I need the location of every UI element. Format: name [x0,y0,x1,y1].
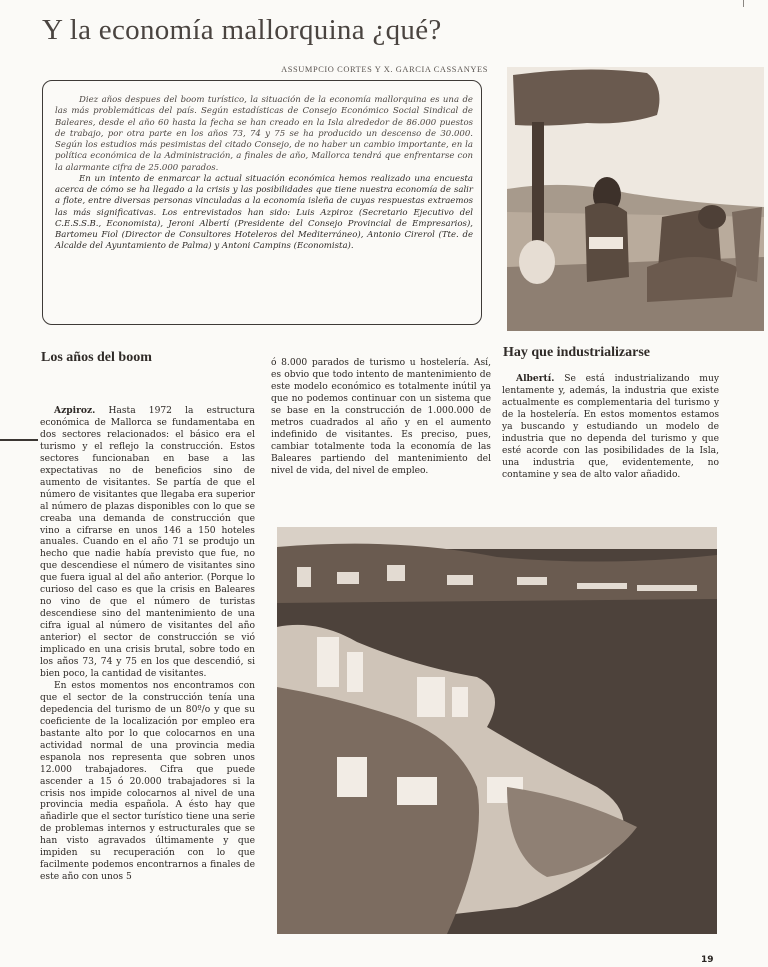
speaker-azpiroz: Azpiroz. [54,405,96,416]
coastline-photo-image [277,527,717,934]
section-heading-industry: Hay que industrializarse [503,345,651,360]
section-heading-boom: Los años del boom [41,350,152,365]
article-byline: ASSUMPCIO CORTES Y X. GARCIA CASSANYES [281,65,488,74]
boom-paragraph-continued: ó 8.000 parados de turismo u hostelería. Así, es obvio que todo intento de mantenimiento de este modelo económico es totalmente inútil ya que no podemos continuar con un sistema que se base en la construcción de 1.000.000 de metros cuadrados al año y en el aumento indefinido de visitantes. Es preciso, pues, cambiar totalmente toda la economía de las Baleares partiendo del mantenimiento del nivel de vida, del nivel de empleo. [271,358,491,476]
column-boom-2 [271,358,491,478]
article-title: Y la economía mallorquina ¿qué? [42,14,442,46]
industry-paragraph-1: Se está industrializando muy lentamente y, además, la industria que existe actualmente es complementaria del turismo y de la hostelería. En estos momentos estamos ya buscando y estudiando un modelo de industria que no dependa del turismo y que esté acorde con las posibilidades de la Isla, una industria que, evidentemente, no contamine y sea de alto valor añadido. [502,374,719,480]
intro-paragraph-2: En un intento de enmarcar la actual situación económica hemos realizado una encuesta acerca de cómo se ha llegado a la crisis y las posibilidades que tiene nuestra economía de salir a flote, entre diversas personas vinculadas a la economía isleña de cuyas respuestas extraemos las más significativas. Los entrevistados han sido: Luis Azpiroz (Secretario Ejecutivo del C.E.S.S.B., Economista), Jeroni Albertí (Presidente del Consejo Provincial de Empresarios), Bartomeu Fiol (Director de Consultores Hoteleros del Mediterráneo), Antonio Cirerol (Tte. de Alcalde del Ayuntamiento de Palma) y Antoni Campins (Economista). [55,173,473,252]
beach-photo-image [507,67,764,331]
column-boom-1 [40,405,255,884]
beach-photo [507,67,764,331]
intro-box [42,80,482,325]
speaker-alberti: Albertí. [516,373,555,384]
intro-paragraph-1: Diez años despues del boom turístico, la situación de la economía mallorquina es una de las más problemáticas del país. Según estadísticas de Consejo Económico Social Sindical de Baleares, desde el año 60 hasta la fecha se han creado en la Isla alrededor de 86.000 puestos de trabajo, por otra parte en los años 73, 74 y 75 se ha producido un descenso de 30.000. Según los estudios más pesimistas del citado Consejo, de no haber un cambio importante, en la política económica de la Administración, a finales de año, Mallorca tendrá que enfrentarse con la alarmante cifra de 25.000 parados. [55,95,473,173]
margin-rule [0,439,38,441]
boom-paragraph-2: En estos momentos nos encontramos con que el sector de la construcción tenía una depedencia del turismo de un 80º/o y que su coeficiente de la localización por empleo era bastante alto por lo que colocarnos en una actividad normal de una provincia media espanola nos representa que sobren unos 12.000 trabajadores. Cifra que puede ascender a 15 ó 20.000 trabajadores si la crisis nos impide colocarnos al nivel de una provincia media española. A ésto hay que añadirle que el sector turístico tiene una serie de problemas internos y estructurales que se han visto agravados últimamente y que impiden su recuperación con lo que facilmente podemos encontrarnos a finales de este año con unos 5 [40,680,255,883]
page-number: 19 [701,955,714,965]
coastline-photo [277,527,717,934]
crop-mark [743,0,744,7]
column-industry [502,373,719,482]
boom-paragraph-1: Hasta 1972 la estructura económica de Mallorca se fundamentaba en dos sectores relacionados: el básico era el turismo y el reflejo la construcción. Estos sectores funcionaban en base a las expectativas no de beneficios sino de aumento de visitantes. Se partía de que el número de visitantes que llegaba era superior al número de plazas disponibles con lo que se creaba una demanda de construcción que vino a cifrarse en unos 146 a 150 hoteles anuales. Cuando en el año 71 se produjo un hecho que nadie había previsto que fue, no que descendiese el número de visitantes sino que fuera igual al del año anterior. (Porque lo curioso del caso es que la crisis en Baleares no vino de que el número de turistas descendiese sino del mantenimiento de una cifra igual al número de visitantes del año anterior) el sector de construcción se vió implicado en una crisis brutal, sobre todo en los años 73, 74 y 75 en los que descendió, si bien poco, la cantidad de visitantes. [40,406,255,679]
